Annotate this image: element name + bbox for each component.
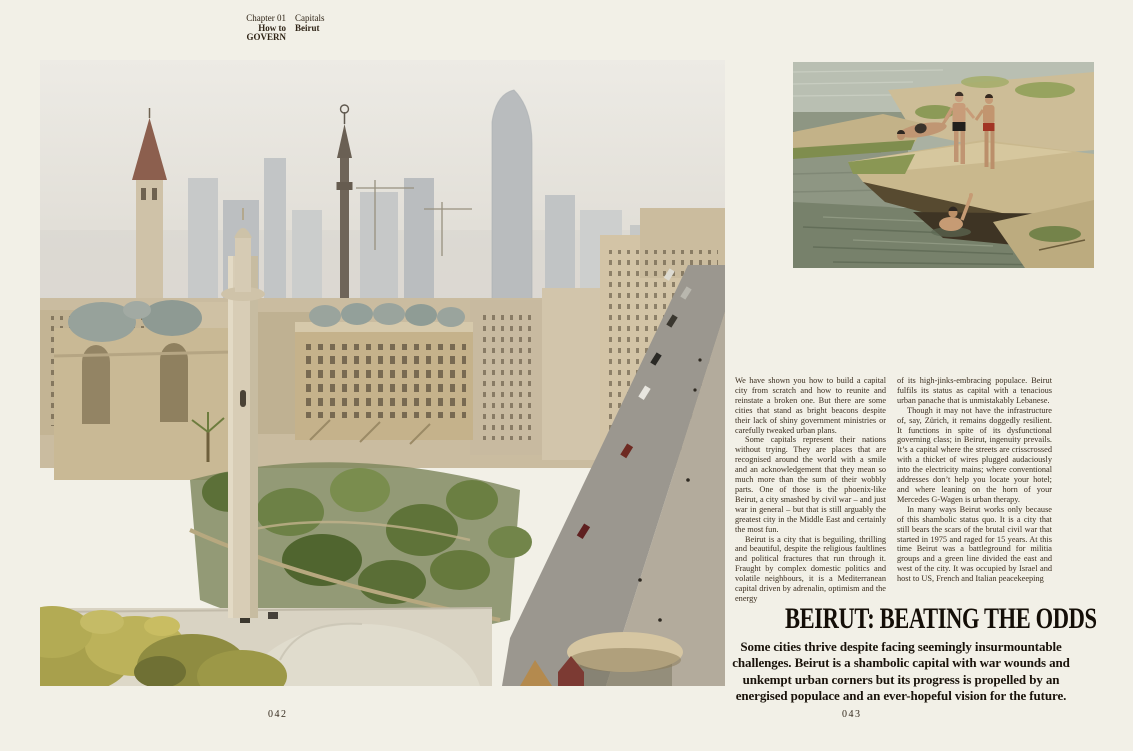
paragraph: Though it may not have the infrastructure of, say, Zürich, it remains doggedly resilient. It functions in spite of its dysfunctional governing class; in Beirut, ingenuity prevails. It’s a capital where the streets are crisscrossed with a thicket of wires plugged audaciously into the electricity mains; where conventional addresses don’t help you locate your hotel; and where leaning on the horn of your Mercedes G-Wagen is urban therapy. — [897, 405, 1052, 504]
paragraph: We have shown you how to build a capital city from scratch and how to reunite and reinstate a broken one. But there are some cities that stand as bright beacons despite their lack of shiny government ministries or carefully tweaked urban plans. — [735, 376, 886, 435]
section-name: Beirut — [295, 22, 320, 33]
paragraph: Beirut is a city that is beguiling, thrilling and beautiful, despite the religious faultlines and political fractures that run through it. Fraught by complex domestic politics and volatile neighbours, it is a Mediterranean capital driven by adrenalin, optimism and the energy — [735, 534, 886, 603]
article-headline: BEIRUT: BEATING THE ODDS — [784, 602, 1097, 635]
body-column-2 — [897, 376, 1052, 584]
left-page-number: 042 — [268, 709, 288, 720]
running-header — [228, 14, 325, 43]
swimmers-photo — [793, 62, 1094, 268]
floodlight — [268, 612, 278, 619]
glass-tower — [492, 90, 532, 310]
beirut-cityscape-photo — [40, 60, 725, 686]
cityscape-illustration — [40, 60, 725, 686]
chapter-block — [228, 14, 286, 43]
paragraph: of its high-jinks-embracing populace. Beirut fulfils its status as capital with a tenacious urban panache that is unmistakably Lebanese. — [897, 376, 1052, 405]
oval-canopy — [567, 632, 683, 686]
paragraph: Some capitals represent their nations without trying. They are places that are recognised around the world with a smile and an acknowledgement that they mean so much more than the sum of their wobbly parts. One of those is the phoenix-like Beirut, a city smashed by civil war – and just war in general – but that is still arguably the greatest city in the Middle East and certainly the most fun. — [735, 435, 886, 534]
chapter-label: Chapter 01 — [246, 13, 286, 23]
headline-block — [733, 602, 1097, 635]
standfirst: Some cities thrive despite facing seemingly insurmountable challenges. Beirut is a shambolic capital with war wounds and unkempt urban corners but its progress is propelled by an energised populace and an ever-hopeful vision for the future. — [732, 639, 1070, 704]
chapter-name: How to GOVERN — [246, 22, 286, 42]
body-column-1 — [735, 376, 886, 604]
swimmers-illustration — [793, 62, 1094, 268]
minaret-window — [240, 390, 246, 407]
right-page-number: 043 — [842, 709, 862, 720]
dome-roofed-building — [295, 303, 473, 444]
section-block — [295, 14, 325, 43]
paragraph: In many ways Beirut works only because of this shambolic status quo. It is a city that still bears the scars of the brutal civil war that started in 1975 and raged for 15 years. At this time Beirut was a battleground for militia groups and a green line divided the east and west of the city. It was occupied by Israel and host to US, French and Italian peacekeeping — [897, 504, 1052, 584]
section-label: Capitals — [295, 13, 325, 23]
